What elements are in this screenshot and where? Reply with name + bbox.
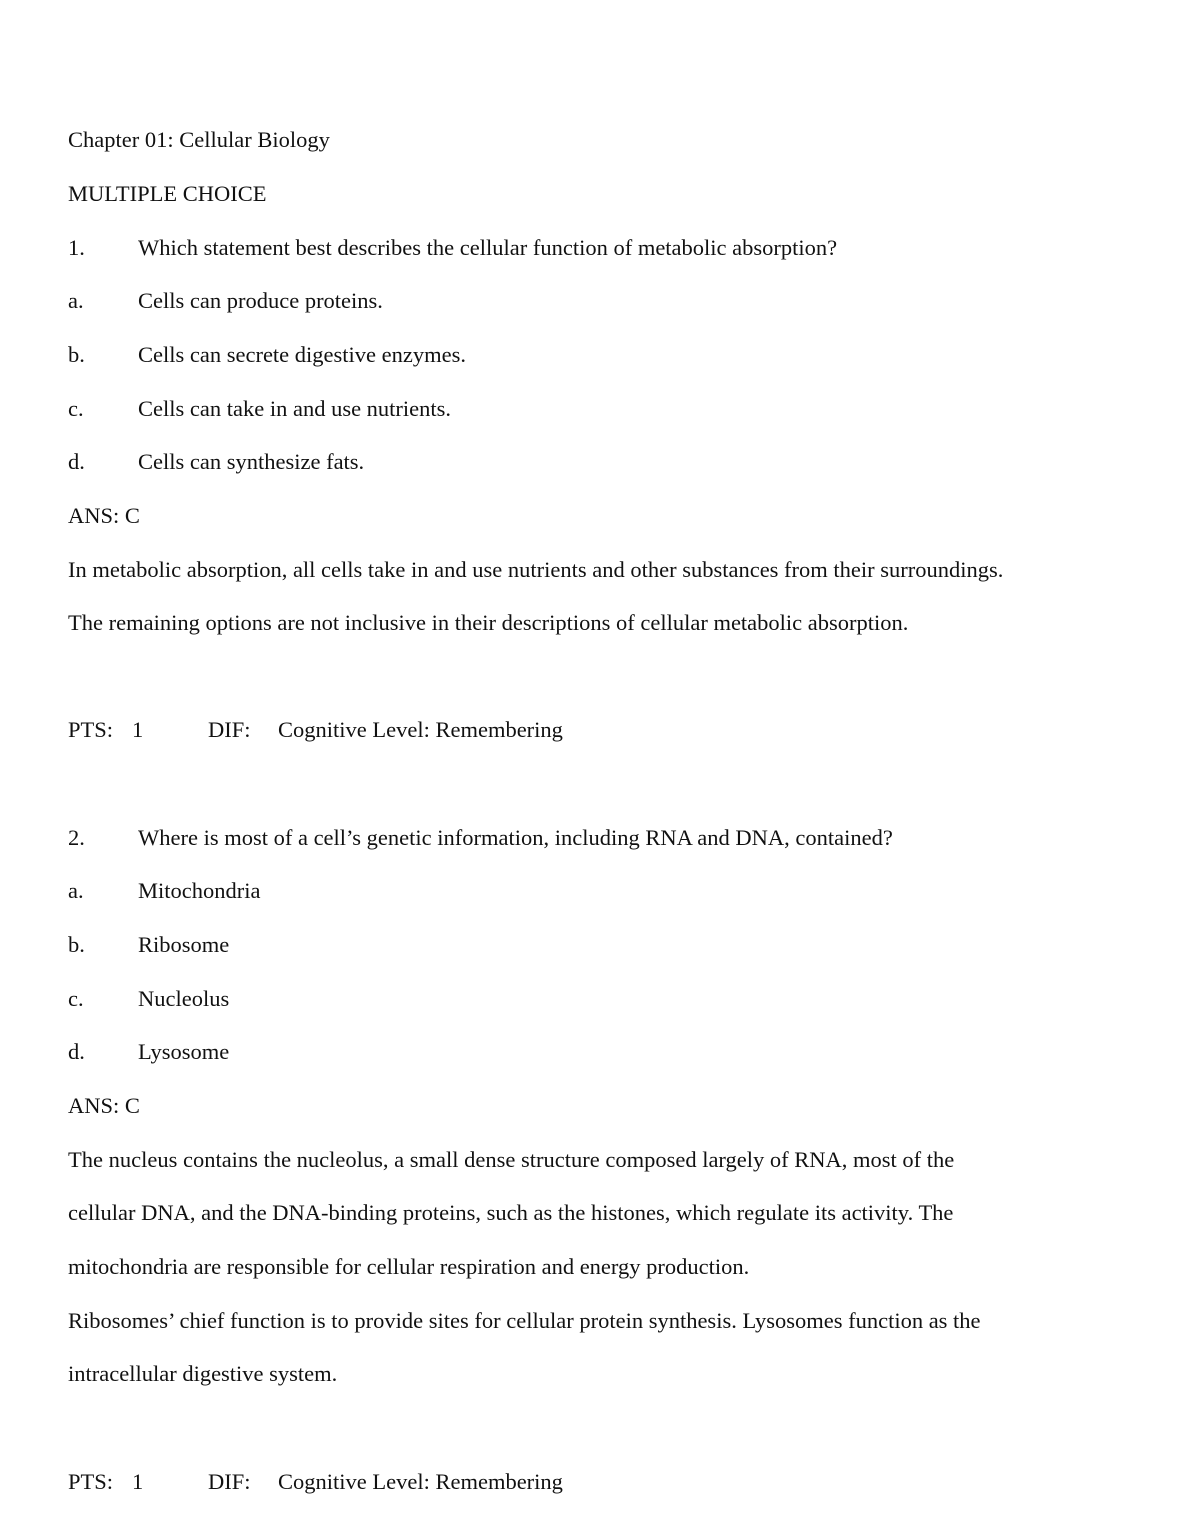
option-letter: a. — [68, 878, 84, 903]
question-2-rationale-line: Ribosomes’ chief function is to provide sites for cellular protein synthesis. Lysosomes function as the — [68, 1308, 981, 1333]
pts-value: 1 — [132, 717, 144, 742]
option-text: Ribosome — [138, 932, 230, 957]
chapter-title: Chapter 01: Cellular Biology — [68, 127, 330, 152]
option-letter: c. — [68, 986, 84, 1011]
option-text: Nucleolus — [138, 986, 230, 1011]
question-1-rationale-line: In metabolic absorption, all cells take in and use nutrients and other substances from their surroundings. — [68, 557, 1004, 582]
option-letter: b. — [68, 342, 85, 367]
pts-label: PTS: — [68, 1469, 114, 1494]
question-stem: Where is most of a cell’s genetic information, including RNA and DNA, contained? — [138, 825, 893, 850]
pts-value: 1 — [132, 1469, 144, 1494]
question-2-rationale-line: cellular DNA, and the DNA-binding proteins, such as the histones, which regulate its activity. The — [68, 1200, 954, 1225]
option-text: Cells can secrete digestive enzymes. — [138, 342, 466, 367]
question-number: 2. — [68, 825, 85, 850]
question-number: 1. — [68, 235, 85, 260]
question-2-rationale-line: The nucleus contains the nucleolus, a small dense structure composed largely of RNA, most of the — [68, 1147, 955, 1172]
question-1-answer: ANS: C — [68, 503, 140, 528]
option-letter: a. — [68, 288, 84, 313]
question-2-answer: ANS: C — [68, 1093, 140, 1118]
option-letter: c. — [68, 396, 84, 421]
option-letter: d. — [68, 1039, 85, 1064]
option-letter: d. — [68, 449, 85, 474]
question-stem: Which statement best describes the cellular function of metabolic absorption? — [138, 235, 838, 260]
dif-label: DIF: — [208, 717, 251, 742]
option-text: Cells can synthesize fats. — [138, 449, 365, 474]
question-1-rationale-line: The remaining options are not inclusive in their descriptions of cellular metabolic absorption. — [68, 610, 909, 635]
dif-label: DIF: — [208, 1469, 251, 1494]
option-letter: b. — [68, 932, 85, 957]
section-title: MULTIPLE CHOICE — [68, 181, 267, 206]
dif-value: Cognitive Level: Remembering — [278, 717, 563, 742]
dif-value: Cognitive Level: Remembering — [278, 1469, 563, 1494]
question-2-rationale-line: mitochondria are responsible for cellular respiration and energy production. — [68, 1254, 750, 1279]
question-2-rationale-line: intracellular digestive system. — [68, 1361, 338, 1386]
option-text: Lysosome — [138, 1039, 230, 1064]
option-text: Cells can produce proteins. — [138, 288, 383, 313]
pts-label: PTS: — [68, 717, 114, 742]
option-text: Cells can take in and use nutrients. — [138, 396, 452, 421]
option-text: Mitochondria — [138, 878, 261, 903]
